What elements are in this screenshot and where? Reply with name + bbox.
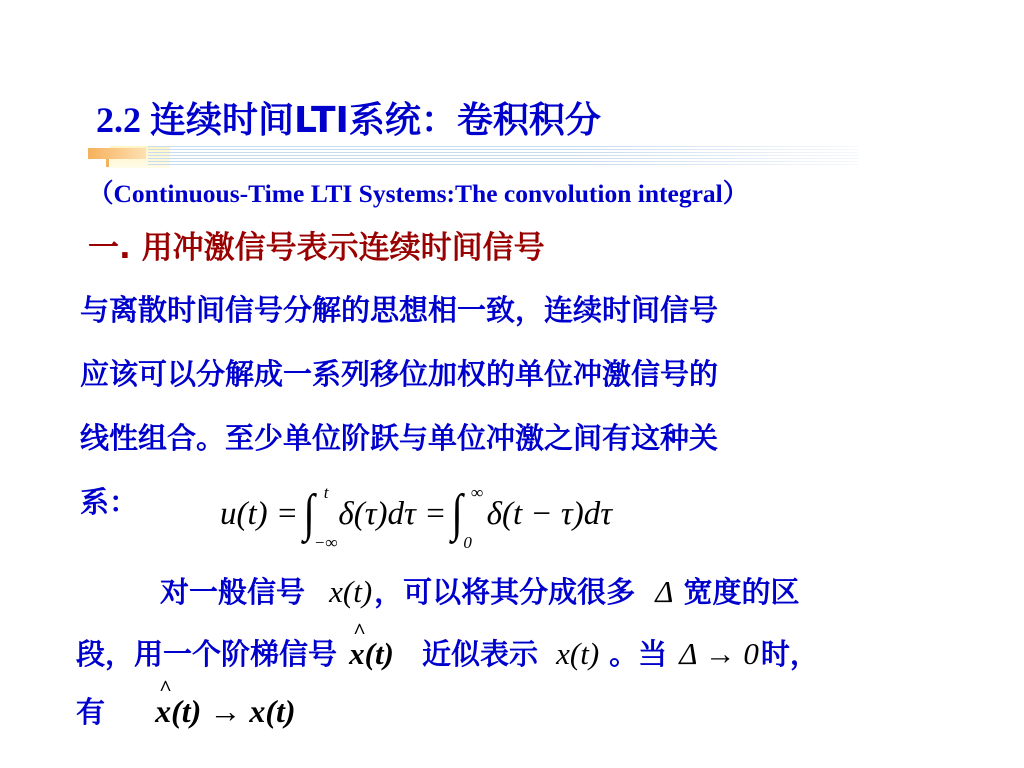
deco-orange-bar — [88, 148, 146, 159]
paragraph-line-1: 与离散时间信号分解的思想相一致，连续时间信号 — [80, 293, 719, 327]
p2-line2-xhat-arg: (t) — [364, 636, 394, 671]
deco-orange-tick — [106, 159, 109, 167]
p2-line2-text-c: 。当 — [609, 637, 668, 671]
section-heading: 一. 用冲激信号表示连续时间信号 — [88, 230, 545, 266]
p2-line2-xhat: ^ x — [349, 636, 365, 672]
p2-line2-text-b: 近似表示 — [422, 637, 539, 671]
p2-line1-text-a: 对一般信号 — [160, 575, 306, 609]
english-subtitle: （Continuous-Time LTI Systems:The convolution integral） — [88, 179, 749, 208]
p2-line3-text-a: 有 — [76, 695, 106, 729]
p2-line3-xhat: ^ x — [155, 693, 171, 730]
paragraph2-line-1 — [80, 570, 1020, 611]
p2-line1-delta: Δ — [655, 574, 674, 609]
p2-line3-rest: (t) → x(t) — [171, 693, 296, 729]
paragraph2-line-2 — [76, 632, 1016, 673]
integral-2-lower-limit: 0 — [463, 533, 473, 552]
paragraph2-line-3 — [76, 690, 676, 731]
integral-2-upper-limit: ∞ — [471, 483, 484, 502]
title-number: 2.2 — [96, 100, 150, 140]
formula-lhs: u(t) = — [220, 495, 299, 532]
p2-line2-text-a: 段，用一个阶梯信号 — [76, 637, 338, 671]
paragraph-line-2: 应该可以分解成一系列移位加权的单位冲激信号的 — [80, 357, 719, 391]
integral-2-body: δ(t − τ)dτ — [486, 495, 613, 532]
paragraph-line-3: 线性组合。至少单位阶跃与单位冲激之间有这种关 — [80, 421, 719, 455]
integral-1-lower-limit: −∞ — [314, 533, 338, 552]
p2-line2-text-d: 时， — [760, 637, 819, 671]
p2-line3-limit-expression — [155, 693, 295, 729]
integral-1-upper-limit: t — [323, 483, 329, 502]
title-text: 连续时间LTI系统：卷积积分 — [150, 100, 601, 141]
p2-line2-math-x-t: x(t) — [556, 636, 600, 671]
integral-1-body: δ(τ)dτ = — [338, 495, 447, 532]
title-underline-decoration — [88, 146, 858, 168]
p2-line1-math-x-t: x(t) — [329, 574, 373, 609]
integral-sign-2: ∫ ∞ 0 — [451, 483, 484, 552]
p2-line1-text-c: 宽度的区 — [683, 575, 800, 609]
paragraph-line-4: 系： — [80, 485, 139, 519]
integral-sign-1: ∫ t −∞ — [303, 483, 338, 552]
p2-line1-text-b: ，可以将其分成很多 — [374, 575, 636, 609]
unit-step-integral-formula — [220, 478, 612, 550]
slide-title — [96, 92, 601, 143]
deco-stripe-lines — [148, 146, 858, 166]
p2-line2-math-xhat-t — [349, 636, 394, 671]
p2-line2-limit: Δ → 0 — [679, 636, 759, 671]
